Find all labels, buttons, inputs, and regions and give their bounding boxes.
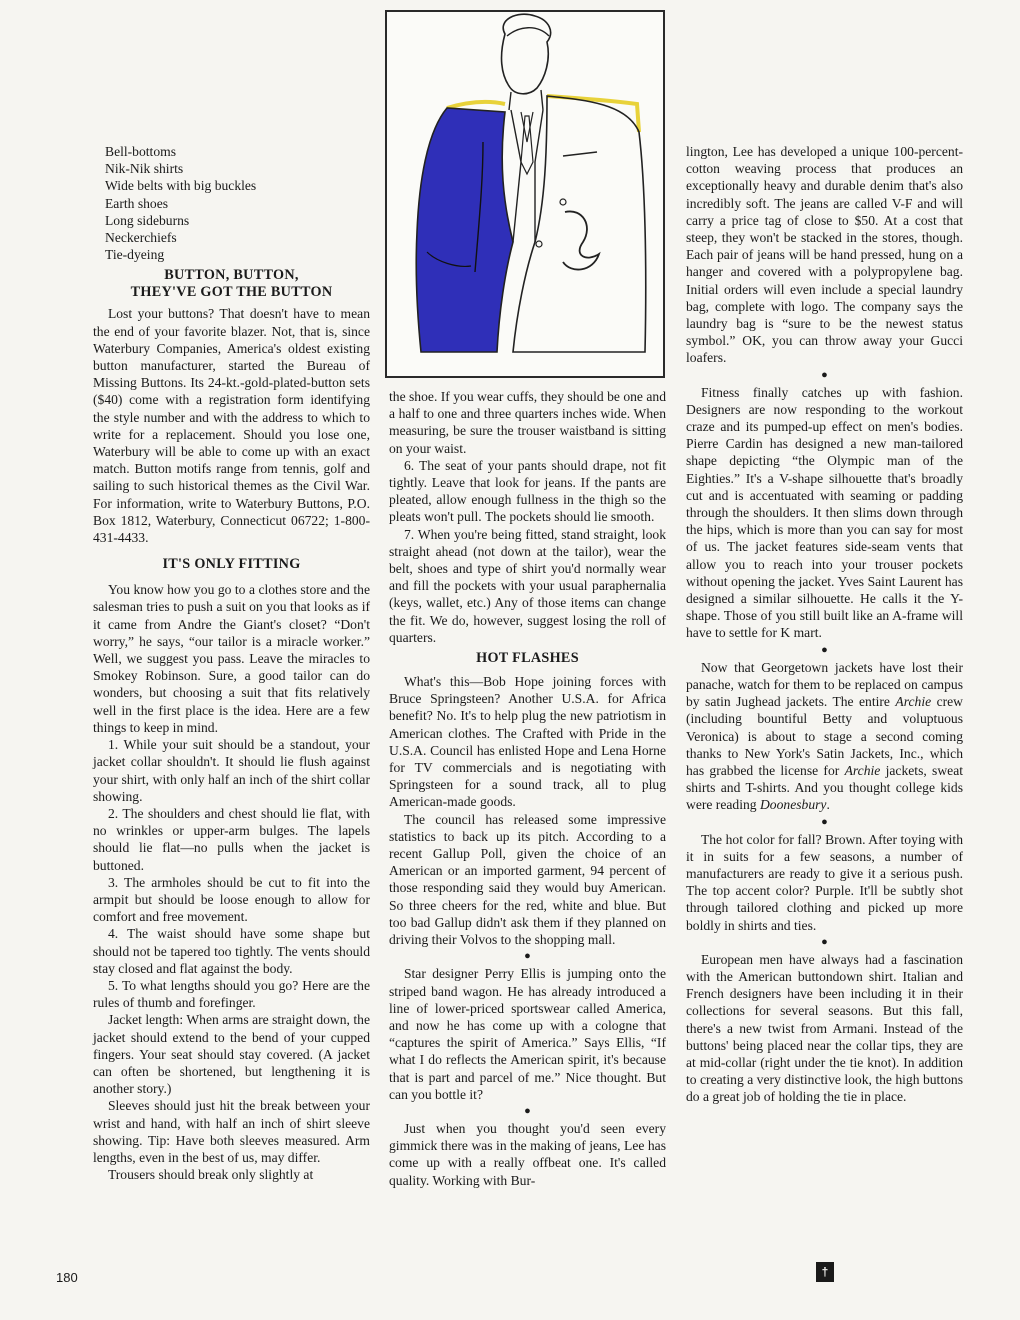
column-3 — [686, 143, 963, 1106]
text-run-italic: Archie — [895, 694, 932, 710]
section-heading-button-1: BUTTON, BUTTON, — [164, 267, 299, 284]
text-run: . — [826, 797, 830, 813]
list-item: Nik-Nik shirts — [105, 161, 184, 177]
section-heading-button-2: THEY'VE GOT THE BUTTON — [130, 284, 333, 301]
list-item: Earth shoes — [105, 195, 169, 211]
text-run: crew (including bountiful Betty and voluptuous Veronica) is about to stage a second coming thanks to New York's Satin Jackets, Inc., which has grabbed the license for — [686, 694, 963, 778]
paragraph: The hot color for fall? Brown. After toying with it in suits for a few seasons, a number of manufacturers are ready to give it a serious push. The top accent color? Purple. It'll be subtly shot through tailored clothing and picked up more boldly in shirts and ties. — [686, 831, 963, 933]
man-in-blazer-drawing — [387, 12, 663, 376]
paragraph: 2. The shoulders and chest should lie flat, with no wrinkles or upper-arm bulges. The lapels should lie flat—no pulls when the jacket is buttoned. — [93, 805, 370, 873]
section-heading-fitting: IT'S ONLY FITTING — [162, 556, 301, 573]
paragraph: Fitness finally catches up with fashion. Designers are now responding to the workout craze and its pumped-up effect on men's bodies. Pierre Cardin has designed a new man-tailored shape depicting “the Olympic man of the Eighties.” It's a V-shape silhouette that's broadly cut and is accentuated with seaming or padding through the shoulders. It then slims down through the hips, which is more than you can say for most of us. The jacket features side-seam vents that allow you to reach into your trouser pockets without opening the jacket. Yves Saint Laurent has designed a similar silhouette. He calls it the Y-shape. Those of you still built like an A-frame will have to settle for K mart. — [686, 384, 963, 641]
paragraph: 7. When you're being fitted, stand straight, look straight ahead (not down at the tailor), wear the belt, shoes and type of shirt you'd normally wear and fill the pockets with your usual paraphernalia (keys, wallet, etc.) Any of those items can change the fit. We do, however, suggest losing the roll of quarters. — [389, 526, 666, 645]
paragraph: Trousers should break only slightly at — [107, 1167, 314, 1183]
fashion-list — [93, 143, 370, 263]
paragraph: the shoe. If you wear cuffs, they should be one and a half to one and three quarters inches wide. When measuring, be sure the trouser waistband is sitting on your waist. — [389, 389, 666, 456]
list-item: Wide belts with big buckles — [105, 178, 257, 194]
paragraph: Lost your buttons? That doesn't have to mean the end of your favorite blazer. Not, that is, since Waterbury Companies, America's oldest existing button manufacturer, started the Bureau of Missing Buttons. Its 24-kt.-gold-plated-button sets ($40) come with a registration form identifying the style number and with the address to which to write for a replacement. Should you lose one, Waterbury will be able to come up with an exact match. Button motifs range from tennis, golf and sailing to such historical themes as the Civil War. For information, write to Waterbury Buttons, P.O. Box 1812, Waterbury, Connecticut 06722; 1-800-431-4433. — [93, 306, 370, 546]
list-item: Long sideburns — [105, 212, 190, 228]
bullet-separator: ● — [821, 368, 828, 381]
paragraph: lington, Lee has developed a unique 100-percent-cotton weaving process that produces an exceptionally heavy and durable denim that's also incredibly soft. The jeans are called V-F and will carry a price tag of close to $50. At a cost that steep, they won't be stacked in the stores, though. Each pair of jeans will be hand pressed, hung on a hanger and covered with a polypropylene bag. Initial orders will even include a special laundry bag, complete with logo. The company says the laundry bag is “sure to be the newest status symbol.” OK, you can throw away your Gucci loafers. — [686, 144, 963, 366]
paragraph: You know how you go to a clothes store and the salesman tries to push a suit on you that looks as if it came from Andre the Giant's closet? “Don't worry,” he says, “our tailor is a miracle worker.” Well, we suggest you pass. Leave the miracles to Smokey Robinson. Sure, a good tailor can do wonders, but choosing a suit that fits relatively well in the first place is the idea. Here are a few things to keep in mind. — [93, 582, 370, 735]
list-item: Tie-dyeing — [105, 247, 165, 263]
paragraph — [686, 659, 963, 814]
page-number: 180 — [56, 1270, 78, 1285]
paragraph: What's this—Bob Hope joining forces with Bruce Springsteen? Another U.S.A. for Africa benefit? No. It's to help plug the new patriotism in American clothes. The Crafted with Pride in the U.S.A. Council has enlisted Hope and Lena Horne for TV commercials and is negotiating with Springsteen for a sound track, all to plug American-made goods. — [389, 674, 666, 810]
list-item: Bell-bottoms — [105, 144, 176, 159]
end-mark-icon: † — [816, 1262, 834, 1282]
text-run: jackets, sweat shirts and T-shirts. And you thought college kids were reading — [686, 762, 964, 813]
paragraph: 4. The waist should have some shape but should not be tapered too tightly. The vents should stay closed and flat against the body. — [93, 926, 370, 976]
paragraph: 1. While your suit should be a standout, your jacket collar shouldn't. It should lie flush against your shirt, with only half an inch of the shirt collar showing. — [93, 737, 370, 804]
suit-illustration — [385, 10, 665, 378]
bullet-separator: ● — [524, 1104, 531, 1117]
section-heading-hot-flashes: HOT FLASHES — [476, 650, 579, 667]
paragraph: European men have always had a fascination with the American buttondown shirt. Italian and French designers have been including it in their collections for several seasons. But this fall, there's a new twist from Armani. Instead of the buttons' being placed near the collar tips, they are at mid-collar (right under the tie knot). In addition to creating a very distinctive look, the high buttons do a great job of holding the tie in place. — [686, 951, 963, 1105]
text-run: Now that Georgetown jackets have lost their panache, watch for them to be replaced on campus by satin Jughead jackets. The entire — [686, 659, 963, 710]
paragraph: 6. The seat of your pants should drape, not fit tightly. Leave that look for jeans. If the pants are pleated, allow enough fullness in the thigh so the pleats won't pull. The pockets should lie smooth. — [389, 457, 666, 525]
text-run-italic: Doonesbury — [759, 797, 827, 813]
paragraph: 5. To what lengths should you go? Here are the rules of thumb and forefinger. — [93, 977, 370, 1011]
paragraph: Just when you thought you'd seen every gimmick there was in the making of jeans, Lee has come up with a really offbeat one. It's called quality. Working with Bur- — [389, 1120, 666, 1188]
paragraph: Sleeves should just hit the break between your wrist and hand, with half an inch of shirt sleeve showing. Tip: Have both sleeves measured. Arm lengths, even in the best of us, may differ. — [93, 1098, 370, 1165]
paragraph: 3. The armholes should be cut to fit into the armpit but should be loose enough to allow for comfort and free movement. — [93, 874, 370, 925]
text-run-italic: Archie — [844, 762, 881, 778]
list-item: Neckerchiefs — [105, 230, 177, 246]
bullet-separator: ● — [821, 643, 828, 656]
bullet-separator: ● — [821, 935, 828, 948]
bullet-separator: ● — [524, 950, 531, 963]
column-1 — [93, 143, 370, 1183]
paragraph: The council has released some impressive statistics to back up its pitch. According to a recent Gallup Poll, given the choice of an American or an imported garment, 94 percent of those responding said they would buy American. So three cheers for the red, white and blue. But too bad Gallup didn't ask them if they planned on driving their Volvos to the shopping mall. — [389, 811, 666, 948]
column-2 — [389, 388, 666, 1189]
paragraph: Jacket length: When arms are straight down, the jacket should extend to the bend of your cupped fingers. Your seat should stay covered. (A jacket can often be shortened, but lengthening it is another story.) — [93, 1012, 370, 1097]
paragraph: Star designer Perry Ellis is jumping onto the striped band wagon. He has already introduced a line of lower-priced sportswear called America, and now he has come up with a cologne that “captures the spirit of America.” Says Ellis, “If what I do reflects the American spirit, it's because that is part and parcel of me.” Nice thought. But can you bottle it? — [389, 966, 666, 1102]
bullet-separator: ● — [821, 815, 828, 828]
